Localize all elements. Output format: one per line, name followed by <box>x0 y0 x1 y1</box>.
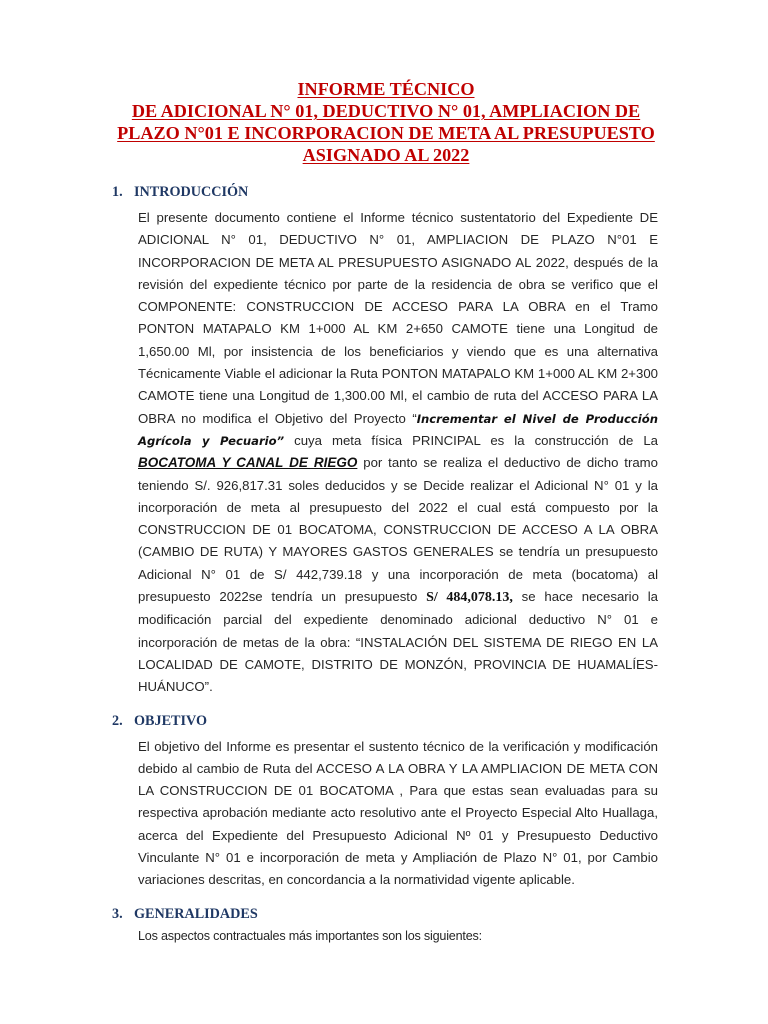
section-heading-objetivo <box>112 713 656 730</box>
introduction-paragraph <box>138 207 658 699</box>
intro-text-3: por tanto se realiza el deductivo de dicho tramo teniendo S/. 926,817.31 soles deducidos y se Decide realizar el Adicional N° 01 y la incorporación de meta al presupuesto del 2022 el cual está compuesto por la CONSTRUCCION DE 01 BOCATOMA, CONSTRUCCION DE ACCESO A LA OBRA (CAMBIO DE RUTA) Y MAYORES GASTOS GENERALES se tendría un presupuesto Adicional N° 01 de S/ 442,739.18 y una incorporación de meta (bocatoma) al presupuesto 2022se tendría un presupuesto <box>138 455 658 605</box>
objective-paragraph: El objetivo del Informe es presentar el sustento técnico de la verificación y modificación debido al cambio de Ruta del ACCESO A LA OBRA Y LA AMPLIACION DE META CON LA CONSTRUCCION DE 01 BOCATOMA , Para que estas sean evaluadas para su respectiva aprobación mediante acto resolutivo ante el Proyecto Especial Alto Huallaga, acerca del Expediente del Presupuesto Adicional Nº 01 y Presupuesto Deductivo Vinculante N° 01 e incorporación de meta y Ampliación de Plazo N° 01, por Cambio variaciones descritas, en concordancia a la normatividad vigente aplicable. <box>138 738 658 888</box>
title-line-3: PLAZO N°01 E INCORPORACION DE META AL PRESUPUESTO <box>117 123 655 143</box>
section-heading-introduccion <box>112 184 656 201</box>
title-line-1: INFORME TÉCNICO <box>297 79 475 99</box>
project-objective-emphasis: Incrementar el Nivel de Producción Agrícola y Pecuario” <box>138 411 658 448</box>
title-line-2: DE ADICIONAL N° 01, DEDUCTIVO N° 01, AMPLIACION DE <box>131 101 641 121</box>
report-title <box>106 78 666 166</box>
budget-amount: S/ 484,078.13, <box>426 590 513 606</box>
section-number: 2. <box>112 712 123 729</box>
section-title: GENERALIDADES <box>134 905 258 922</box>
title-line-4: ASIGNADO AL 2022 <box>302 145 470 165</box>
section-number: 1. <box>112 184 123 200</box>
section-title: INTRODUCCIÓN <box>134 184 249 200</box>
intro-text-4: se hace necesario la modificación parcial del expediente denominado adicional deductivo N° 01 e incorporación de metas de la obra: “INSTALACIÓN DEL SISTEMA DE RIEGO EN LA LOCALIDAD DE CAMOTE, DISTRITO DE MONZÓN, PROVINCIA DE HUAMALÍES-HUÁNUCO”. <box>138 589 658 695</box>
intro-text-2: cuya meta física PRINCIPAL es la construcción de La <box>284 432 658 448</box>
section-title: OBJETIVO <box>134 712 208 729</box>
generalidades-paragraph: Los aspectos contractuales más importantes son los siguientes: <box>138 928 482 943</box>
section-heading-generalidades <box>112 906 656 923</box>
intro-text-1: El presente documento contiene el Informe técnico sustentatorio del Expediente DE ADICIONAL N° 01, DEDUCTIVO N° 01, AMPLIACION DE PLAZO N°01 E INCORPORACION DE META AL PRESUPUESTO ASIGNADO AL 2022, después de la revisión del expediente técnico por parte de la residencia de obra se verifico que el COMPONENTE: CONSTRUCCION DE ACCESO PARA LA OBRA en el Tramo PONTON MATAPALO KM 1+000 AL KM 2+650 CAMOTE tiene una Longitud de 1,650.00 Ml, por insistencia de los beneficiarios y viendo que es una alternativa Técnicamente Viable el adicionar la Ruta PONTON MATAPALO KM 1+000 AL KM 2+300 CAMOTE tiene una Longitud de 1,300.00 Ml, el cambio de ruta del ACCESO PARA LA OBRA no modifica el Objetivo del Proyecto “ <box>138 210 658 426</box>
bocatoma-emphasis: BOCATOMA Y CANAL DE RIEGO <box>138 455 358 471</box>
section-number: 3. <box>112 905 123 922</box>
